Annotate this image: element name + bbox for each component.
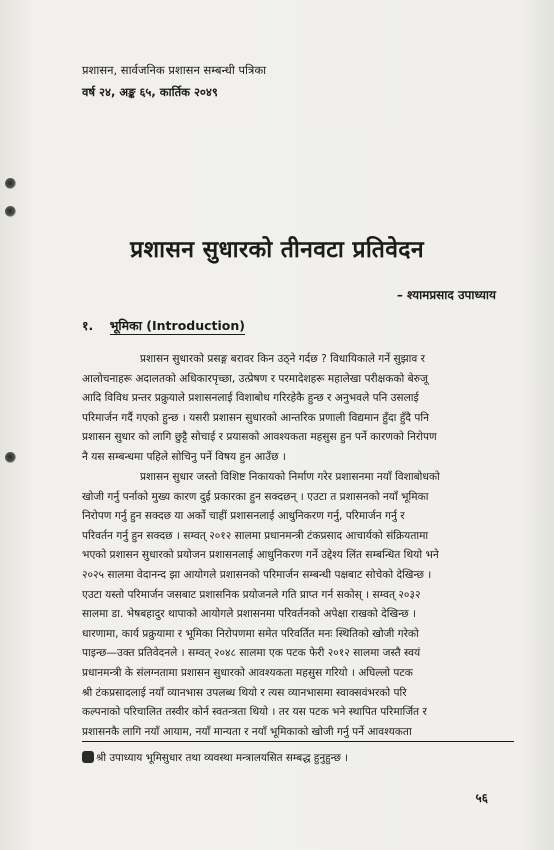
text-line: सालमा डा. भेषबहादुर थापाको आयोगले प्रशासनमा परिवर्तनको अपेक्षा राखको देखिन्छ । xyxy=(82,608,417,621)
text-line: श्री टंकप्रसादलाई नयाँ व्यानभास उपलब्ध थियो र त्यस व्यानभासमा स्वाक्सवंभरको परि xyxy=(82,686,407,699)
journal-name: प्रशासन, सार्वजनिक प्रशासन सम्बन्धी पत्रिका xyxy=(82,63,267,77)
text-line: धारणामा, कार्य प्रक्रुयामा र भूमिका निरोपणमा समेत परिवर्तित मनः स्थितिको खोजी गरेको xyxy=(82,627,419,640)
text-line: प्रधानमन्त्री के संलग्नतामा प्रशासन सुधारको आवश्यकता महसुस गरियो । अघिल्लो पटक xyxy=(82,666,413,679)
text-line: परिमार्जन गर्दै गएको हुन्छ । यसरी प्रशासन सुधारको आन्तरिक प्रणाली विद्यमान हुँदा हुँदै पनि xyxy=(82,411,429,424)
text-line: आलोचनाहरू अदालतको अधिकारपृच्छा, उत्प्रेषण र परमादेशहरू महालेखा परीक्षकको बेरुजू xyxy=(82,372,428,385)
text-line: एउटा यस्तो परिमार्जन जसबाट प्रशासनिक प्रयोजनले गति प्राप्त गर्न सकोस् । सम्वत् २०३२ xyxy=(82,588,421,601)
footnote xyxy=(82,750,348,766)
section-title: भूमिका (Introduction) xyxy=(109,318,246,333)
text-line: पाइन्छ—उक्त प्रतिवेदनले । सम्वत् २०४८ सालमा एक पटक फेरी २०१२ सालमा जस्तै स्वयं xyxy=(82,647,421,660)
section-number: १. xyxy=(82,318,94,333)
footnote-marker-icon xyxy=(82,751,94,763)
text-line: नै यस सम्बन्धमा पहिले सोचिनु पर्ने विषय हुन आउँछ । xyxy=(82,450,286,463)
text-line: प्रशासन सुधारको प्रसङ्ग बरावर किन उठ्ने गर्दछ ? विधायिकाले गर्ने सुझाव र xyxy=(140,353,425,365)
text-line: खोजी गर्नु पर्नाको मुख्य कारण दुई प्रकारका हुन सक्दछन् । एउटा त प्रशासनको नयाँ भूमिका xyxy=(82,490,429,503)
punch-hole xyxy=(5,206,16,217)
paragraph-2 xyxy=(82,468,510,742)
paragraph-1 xyxy=(82,350,510,468)
text-line: प्रशासन सुधार जस्तो विशिष्ट निकायको निर्माण गरेर प्रशासनमा नयाँ विशाबोधको xyxy=(140,471,440,483)
footnote-divider xyxy=(82,741,514,742)
punch-hole xyxy=(5,178,16,189)
footnote-text: श्री उपाध्याय भूमिसुधार तथा व्यवस्था मन्त्रालयसित सम्बद्ध हुनुहुन्छ । xyxy=(96,752,349,764)
text-line: प्रशासनकै लागि नयाँ आयाम, नयाँ मान्यता र नयाँ भूमिकाको खोजी गर्नु पर्ने आवश्यकता xyxy=(82,725,412,738)
issue-info: वर्ष २४, अङ्क ६५, कार्तिक २०४९ xyxy=(82,85,218,99)
page-number: ५६ xyxy=(475,791,488,805)
text-line: कल्पनाको परिचालित तस्वीर कोर्न स्वतन्त्रता थियो । तर यस पटक भने स्थापित परिमार्जित र xyxy=(82,706,427,719)
punch-hole xyxy=(5,452,16,463)
text-line: निरोपण गर्नु हुन सक्दछ या अर्को चाहीं प्रशासनलाई आधुनिकरण गर्नु, परिमार्जन गर्नु र xyxy=(82,510,405,523)
section-heading xyxy=(82,317,245,334)
text-line: २०२५ सालमा वेदानन्द झा आयोगले प्रशासनको परिमार्जन सम्बन्धी पक्षबाट सोचेको देखिन्छ । xyxy=(82,568,432,581)
text-line: प्रशासन सुधार को लागि छुट्टै सोचाई र प्रयासको आवश्यकता महसुस हुन पर्ने कारणको निरोपण xyxy=(82,431,437,444)
text-line: परिवर्तन गर्नु हुन सक्दछ । सम्वत् २०१२ सालमा प्रधानमन्त्री टंकप्रसाद आचार्यको संक्रियतामा xyxy=(82,529,429,542)
journal-header xyxy=(82,62,482,100)
text-line: भएको प्रशासन सुधारको प्रयोजन प्रशासनलाई आधुनिकरण गर्ने उद्देश्य लिंत सम्बन्धित थियो भने xyxy=(82,549,439,562)
author-name: – श्यामप्रसाद उपाध्याय xyxy=(396,288,496,302)
article-title: प्रशासन सुधारको तीनवटा प्रतिवेदन xyxy=(130,237,424,263)
text-line: आदि विविध प्रन्तर प्रक्रुयाले प्रशासनलाई विशाबोध गरिरहेकै हुन्छ र अनुभवले पनि उसलाई xyxy=(82,392,419,405)
